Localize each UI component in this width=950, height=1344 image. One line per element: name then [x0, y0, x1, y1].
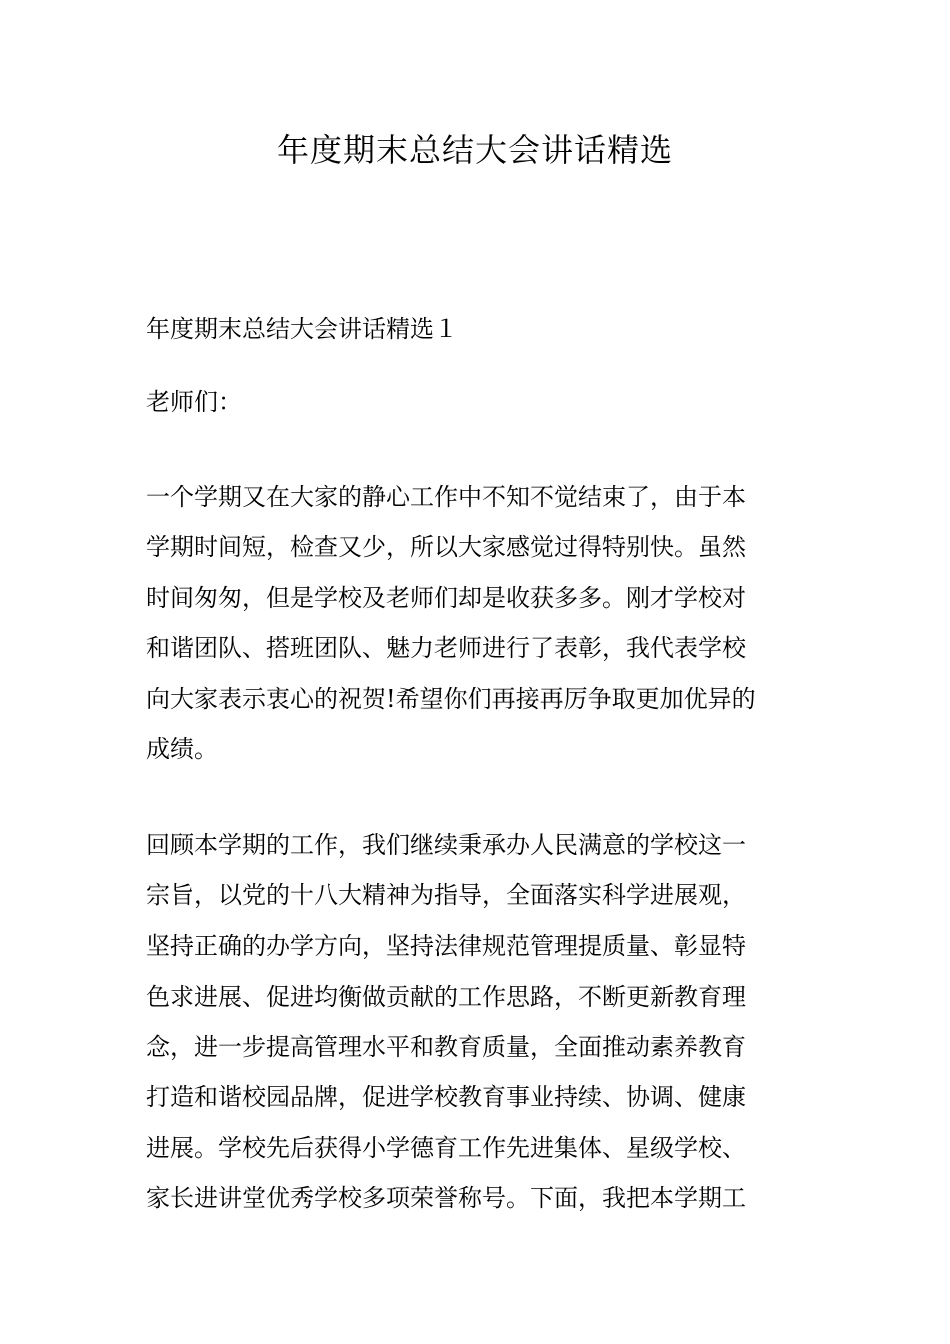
greeting: 老师们：: [146, 388, 242, 416]
paragraph-line: 学期时间短，检查又少，所以大家感觉过得特别快。虽然: [146, 533, 746, 561]
paragraph-line: 时间匆匆，但是学校及老师们却是收获多多。刚才学校对: [146, 584, 746, 612]
paragraph-line: 成绩。: [146, 735, 218, 763]
paragraph-line: 一个学期又在大家的静心工作中不知不觉结束了，由于本: [146, 483, 746, 511]
paragraph-line: 色求进展、促进均衡做贡献的工作思路，不断更新教育理: [146, 983, 746, 1011]
paragraph-line: 坚持正确的办学方向，坚持法律规范管理提质量、彰显特: [146, 932, 746, 960]
section-heading: 年度期末总结大会讲话精选１: [146, 315, 458, 343]
paragraph-line: 打造和谐校园品牌，促进学校教育事业持续、协调、健康: [146, 1083, 746, 1111]
document-title: 年度期末总结大会讲话精选: [276, 131, 673, 169]
paragraph-line: 和谐团队、搭班团队、魅力老师进行了表彰，我代表学校: [146, 634, 746, 662]
paragraph-line: 宗旨，以党的十八大精神为指导，全面落实科学进展观，: [146, 881, 746, 909]
paragraph-line: 回顾本学期的工作，我们继续秉承办人民满意的学校这一: [146, 831, 746, 859]
paragraph-line: 向大家表示衷心的祝贺!希望你们再接再厉争取更加优异的: [146, 685, 756, 713]
paragraph-line: 家长进讲堂优秀学校多项荣誉称号。下面，我把本学期工: [146, 1184, 746, 1212]
paragraph-line: 念，进一步提高管理水平和教育质量，全面推动素养教育: [146, 1033, 746, 1061]
paragraph-line: 进展。学校先后获得小学德育工作先进集体、星级学校、: [146, 1134, 746, 1162]
